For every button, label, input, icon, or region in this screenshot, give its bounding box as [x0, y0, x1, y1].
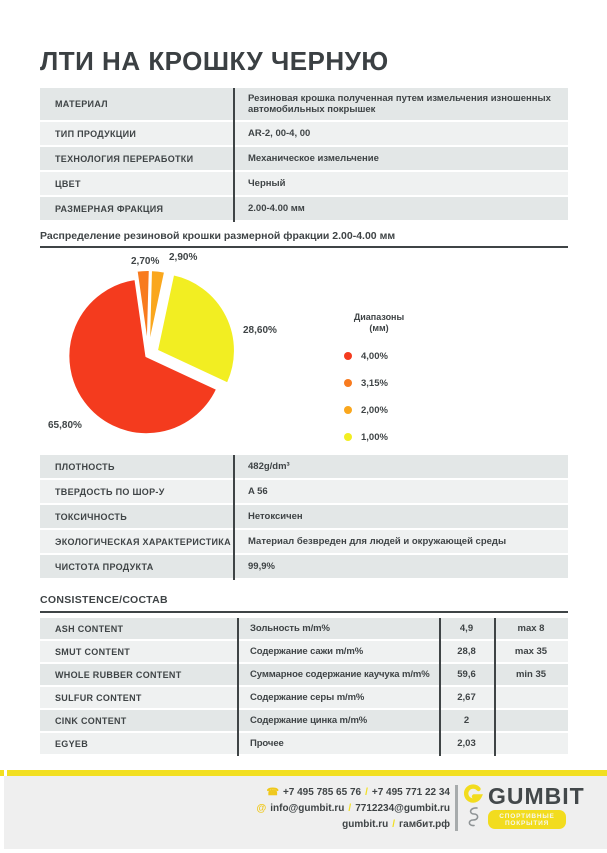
pie-slice-label: 2,90%	[169, 252, 198, 263]
legend-title: Диапазоны (мм)	[353, 312, 405, 333]
chart-title: Распределение резиновой крошки размерной фракции 2.00-4.00 мм	[40, 230, 568, 248]
table-row	[40, 641, 568, 662]
row-label: ТЕХНОЛОГИЯ ПЕРЕРАБОТКИ	[55, 153, 194, 164]
table-divider	[237, 618, 239, 756]
logo-text-block	[488, 784, 585, 829]
table-row	[40, 88, 568, 120]
table-divider	[233, 88, 235, 222]
row-value: 59,6	[457, 669, 476, 680]
legend-label: 1,00%	[361, 431, 388, 443]
row-description: Содержание серы m/m%	[250, 692, 365, 703]
pie-slice-label: 2,70%	[131, 256, 160, 267]
legend-dot-icon	[344, 352, 352, 360]
table-divider	[494, 618, 496, 756]
table-divider	[439, 618, 441, 756]
contact-block	[256, 785, 450, 833]
website: гамбит.рф	[399, 819, 450, 830]
row-label: МАТЕРИАЛ	[55, 99, 108, 109]
row-label: ПЛОТНОСТЬ	[55, 461, 115, 472]
email-line	[256, 801, 450, 817]
row-limit: max 35	[514, 646, 548, 657]
row-value: 2	[463, 715, 470, 726]
row-label: ТОКСИЧНОСТЬ	[55, 511, 127, 522]
phone-line	[256, 785, 450, 801]
footer-panel	[4, 776, 607, 849]
table-row	[40, 480, 568, 503]
gumbit-g-icon	[463, 784, 483, 804]
at-icon: @	[256, 803, 267, 814]
website-line	[256, 817, 450, 833]
email-address: info@gumbit.ru	[270, 803, 345, 814]
table-row	[40, 530, 568, 553]
pie-slice-label: 65,80%	[48, 420, 82, 431]
table-row	[40, 733, 568, 754]
row-value: Материал безвреден для людей и окружающей среды	[248, 536, 507, 547]
website: gumbit.ru	[342, 819, 389, 830]
phone-number: +7 495 771 22 34	[371, 787, 450, 798]
table-row	[40, 687, 568, 708]
properties-table	[40, 455, 568, 580]
row-name: ASH CONTENT	[55, 623, 124, 634]
row-value: Механическое измельчение	[248, 153, 379, 164]
legend-label: 3,15%	[361, 377, 388, 389]
table-row	[40, 710, 568, 731]
footer-divider	[455, 785, 458, 831]
row-name: WHOLE RUBBER CONTENT	[55, 669, 182, 680]
row-label: ЧИСТОТА ПРОДУКТА	[55, 561, 154, 572]
legend-dot-icon	[344, 379, 352, 387]
table-row	[40, 197, 568, 220]
row-description: Содержание цинка m/m%	[250, 715, 368, 726]
row-value: Черный	[248, 178, 286, 189]
row-value: AR-2, 00-4, 00	[248, 128, 311, 139]
row-value: 28,8	[457, 646, 476, 657]
row-description: Зольность m/m%	[250, 623, 330, 634]
table-row	[40, 555, 568, 578]
row-value: 2.00-4.00 мм	[248, 203, 305, 214]
chart-legend	[340, 312, 450, 442]
legend-label: 4,00%	[361, 350, 388, 362]
legend-item	[340, 378, 450, 388]
table-row	[40, 618, 568, 639]
separator-slash: /	[392, 819, 396, 830]
row-label: ЦВЕТ	[55, 178, 81, 189]
table-row	[40, 505, 568, 528]
composition-heading: CONSISTENCE/СОСТАВ	[40, 594, 568, 613]
row-label: РАЗМЕРНАЯ ФРАКЦИЯ	[55, 203, 164, 214]
logo-tagline: СПОРТИВНЫЕ ПОКРЫТИЯ	[488, 810, 566, 829]
legend-item	[340, 351, 450, 361]
separator-slash: /	[365, 787, 368, 798]
gumbit-logo	[462, 784, 585, 829]
row-name: EGYEB	[55, 738, 89, 749]
phone-icon: ☎	[266, 787, 279, 798]
pie-svg	[40, 250, 568, 455]
legend-item	[340, 405, 450, 415]
row-value: Резиновая крошка полученная путем измельчения изношенных автомобильных покрышек	[248, 92, 551, 115]
table-row	[40, 172, 568, 195]
table-row	[40, 455, 568, 478]
legend-dot-icon	[344, 433, 352, 441]
row-description: Суммарное содержание каучука m/m%	[250, 669, 430, 680]
row-name: SMUT CONTENT	[55, 646, 131, 657]
phone-number: +7 495 785 65 76	[282, 787, 362, 798]
legend-label: 2,00%	[361, 404, 388, 416]
pie-chart	[40, 250, 568, 455]
table-row	[40, 147, 568, 170]
row-value: A 56	[248, 486, 268, 497]
composition-table	[40, 618, 568, 756]
row-value: 4,9	[459, 623, 474, 634]
separator-slash: /	[348, 803, 352, 814]
row-limit: max 8	[517, 623, 545, 634]
row-label: ТВЕРДОСТЬ ПО ШОР-У	[55, 486, 165, 497]
legend-item	[340, 432, 450, 442]
email-address: 7712234@gumbit.ru	[355, 803, 450, 814]
row-name: SULFUR CONTENT	[55, 692, 142, 703]
row-value: 99,9%	[248, 561, 275, 572]
row-value: 482g/dm³	[248, 461, 290, 472]
product-specs-table	[40, 88, 568, 222]
row-limit: min 35	[515, 669, 547, 680]
logo-name: GUMBIT	[488, 783, 585, 809]
row-description: Содержание сажи m/m%	[250, 646, 364, 657]
row-description: Прочее	[250, 738, 284, 749]
pie-slice-label: 28,60%	[243, 325, 277, 336]
logo-icons	[462, 784, 484, 829]
table-divider	[233, 455, 235, 580]
row-value: 2,03	[457, 738, 476, 749]
row-label: ЭКОЛОГИЧЕСКАЯ ХАРАКТЕРИСТИКА	[55, 536, 231, 547]
table-row	[40, 664, 568, 685]
coil-icon	[466, 806, 480, 828]
page-title: ЛТИ НА КРОШКУ ЧЕРНУЮ	[40, 46, 389, 76]
row-label: ТИП ПРОДУКЦИИ	[55, 128, 137, 139]
table-row	[40, 122, 568, 145]
row-name: CINK CONTENT	[55, 715, 127, 726]
legend-dot-icon	[344, 406, 352, 414]
row-value: Нетоксичен	[248, 511, 303, 522]
row-value: 2,67	[457, 692, 476, 703]
